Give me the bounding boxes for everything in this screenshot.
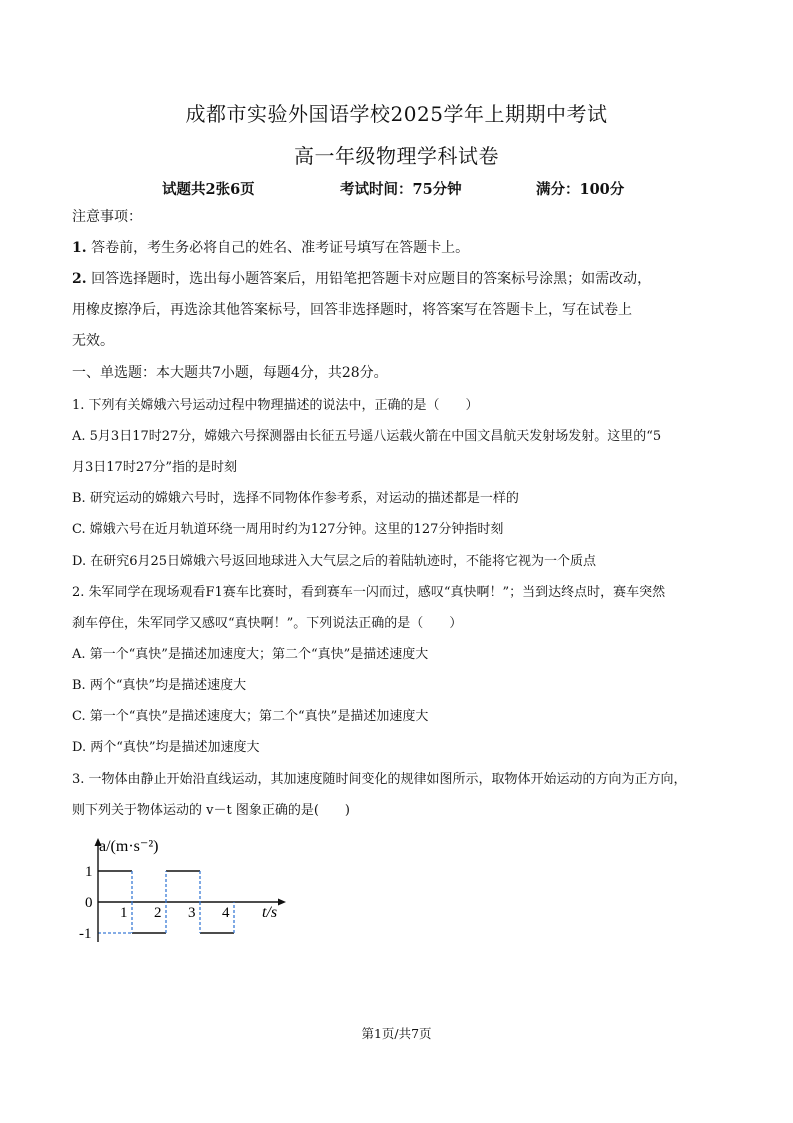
x-axis-label: t/s [262,904,278,921]
exam-subtitle: 高一年级物理学科试卷 [294,144,499,168]
note-2-line3: 无效。 [72,333,114,349]
notes-heading: 注意事项： [72,209,142,225]
note-1-number: 1. [72,240,87,256]
meta-time: 考试时间：75分钟 [340,181,462,198]
y-axis-label: a/(m·s⁻²) [99,838,159,855]
meta-pages: 试题共2张6页 [162,181,255,198]
q3-stem-line2: 则下列关于物体运动的 v－t 图象正确的是( ) [72,803,350,818]
q2-option-c: C. 第一个“真快”是描述速度大；第二个“真快”是描述加速度大 [72,709,429,724]
y-tick-negative: -1 [79,926,92,942]
q1-option-c: C. 嫦娥六号在近月轨道环绕一周用时约为127分钟。这里的127分钟指时刻 [72,522,504,537]
q3-stem-line1: 3. 一物体由静止开始沿直线运动，其加速度随时间变化的规律如图所示，取物体开始运动的方向为正方向， [72,772,687,787]
page-footer: 第1页/共7页 [361,1026,432,1041]
x-tick-label: 4 [222,905,230,921]
meta-score: 满分：100分 [536,181,625,198]
q2-option-d: D. 两个“真快”均是描述加速度大 [72,740,260,755]
note-1-text: 答卷前，考生务必将自己的姓名、准考证号填写在答题卡上。 [91,240,470,256]
q1-option-d: D. 在研究6月25日嫦娥六号返回地球进入大气层之后的着陆轨迹时，不能将它视为一个质点 [72,554,597,569]
q1-option-a-line1: A. 5月3日17时27分，嫦娥六号探测器由长征五号遥八运载火箭在中国文昌航天发射场发射。这里的“5 [72,429,662,444]
note-2-line1 [72,264,724,295]
note-2-number: 2. [72,271,87,287]
acceleration-time-graph [70,830,300,950]
q1-option-a-line2: 月3日17时27分”指的是时刻 [72,460,238,475]
q1-stem: 1. 下列有关嫦娥六号运动过程中物理描述的说法中，正确的是（ ） [72,398,479,413]
exam-title: 成都市实验外国语学校2025学年上期期中考试 [185,102,608,126]
q1-option-b: B. 研究运动的嫦娥六号时，选择不同物体作参考系，对运动的描述都是一样的 [72,491,519,506]
q2-stem-line1: 2. 朱军同学在现场观看F1赛车比赛时，看到赛车一闪而过，感叹“真快啊！”；当到达终点时，赛车突然 [72,585,666,600]
q2-stem-line2: 刹车停住，朱军同学又感叹“真快啊！”。下列说法正确的是（ ） [72,616,463,631]
x-tick-label: 2 [154,905,162,921]
y-tick-zero: 0 [85,895,93,911]
note-1 [72,233,724,264]
section-1-heading: 一、单选题：本大题共7小题，每题4分，共28分。 [72,365,388,381]
x-tick-label: 1 [120,905,128,921]
y-tick-positive: 1 [85,864,93,880]
x-tick-label: 3 [188,905,196,921]
q2-option-a: A. 第一个“真快”是描述加速度大；第二个“真快”是描述速度大 [72,647,429,662]
note-2-line2: 用橡皮擦净后，再选涂其他答案标号，回答非选择题时，将答案写在答题卡上，写在试卷上 [72,302,632,318]
q2-option-b: B. 两个“真快”均是描述速度大 [72,678,247,693]
note-2-text: 回答选择题时，选出每小题答案后，用铅笔把答题卡对应题目的答案标号涂黑；如需改动， [91,271,652,287]
x-axis-arrow [278,899,286,906]
